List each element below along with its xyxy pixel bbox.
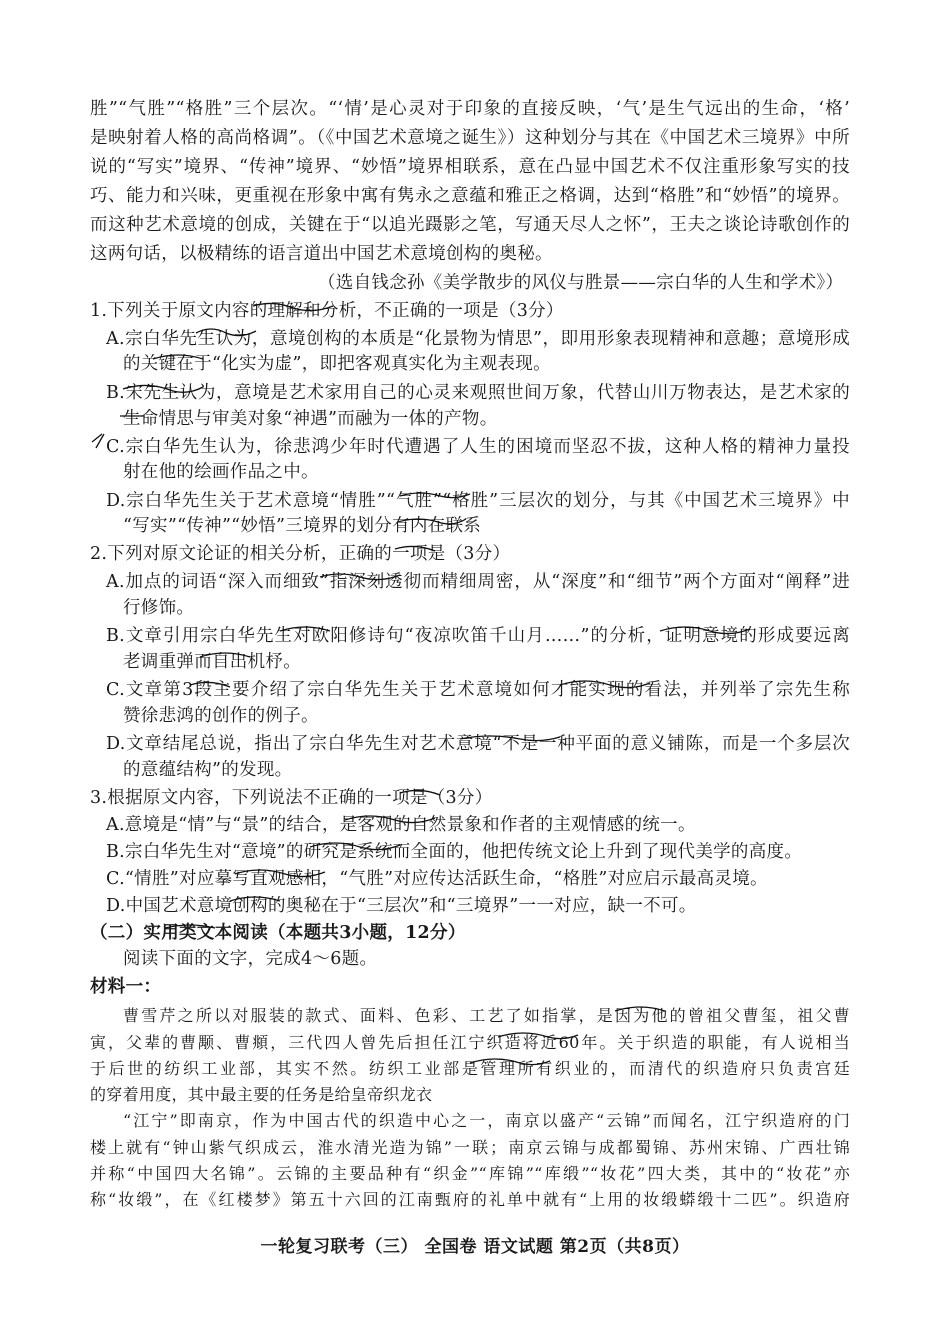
q2-option-c: C.文章第3段主要介绍了宗白华先生关于艺术意境如何才能实现的看法，并列举了宗先生称	[106, 680, 850, 700]
q1-option-a: A.宗白华先生认为，意境创构的本质是“化景物为情思”，即用形象表现精神和意趣；意境形成	[106, 329, 850, 349]
section-instruction: 阅读下面的文字，完成4～6题。	[123, 949, 378, 969]
q1-option-d: D.宗白华先生关于艺术意境“情胜”“气胜”“格胜”三层次的划分，与其《中国艺术三境界》中	[106, 491, 850, 511]
q2-option-a: A.加点的词语“深入而细致”指深刻透彻而精细周密，从“深度”和“细节”两个方面对“阐释”进	[106, 572, 850, 592]
passage-line: 说的“写实”境界、“传神”境界、“妙悟”境界相联系，意在凸显中国艺术不仅注重形象写实的技	[90, 157, 850, 177]
passage-line: 而这种艺术意境的创成，关键在于“以追光蹑影之笔，写通天尽人之怀”，王夫之谈论诗歌创作的	[90, 215, 850, 235]
q3-option-c: C.“情胜”对应摹写直观感相，“气胜”对应传达活跃生命，“格胜”对应启示最高灵境。	[106, 869, 768, 889]
q2-option-b: B.文章引用宗白华先生对欧阳修诗句“夜凉吹笛千山月……”的分析，证明意境的形成要远离	[106, 626, 850, 646]
material-line: 楼上就有“钟山紫气织成云，淮水清光造为锦”一联；南京云锦与成都蜀锦、苏州宋锦、广西壮锦	[90, 1138, 850, 1157]
q1-option-c: C.宗白华先生认为，徐悲鸿少年时代遭遇了人生的困境而坚忍不拔，这种人格的精神力量投	[106, 437, 850, 457]
question-2-stem: 2.下列对原文论证的相关分析，正确的一项是（3分）	[90, 544, 511, 564]
passage-line: 胜”“气胜”“格胜”三个层次。“‘情’是心灵对于印象的直接反映，‘气’是生气远出的生命，‘格’	[90, 99, 850, 119]
question-1-stem: 1.下列关于原文内容的理解和分析，不正确的一项是（3分）	[90, 301, 564, 321]
material-label: 材料一：	[90, 977, 162, 997]
q2-option-b-cont: 老调重弹而自出机杼。	[123, 652, 301, 672]
q1-option-b-cont: 生命情思与审美对象“神遇”而融为一体的产物。	[123, 409, 498, 429]
question-3-stem: 3.根据原文内容，下列说法不正确的一项是（3分）	[90, 788, 493, 808]
q1-option-c-cont: 射在他的绘画作品之中。	[123, 462, 319, 482]
passage-line: 这两句话，以极精练的语言道出中国艺术意境创构的奥秘。	[90, 244, 553, 264]
material-line: 的穿着用度，其中最主要的任务是给皇帝织龙衣	[90, 1085, 433, 1104]
material-line: 并称“中国四大名锦”。云锦的主要品种有“织金”“库锦”“库缎”“妆花”四大类，其中的“妆花”亦	[90, 1164, 850, 1183]
q3-option-d: D.中国艺术意境创构的奥秘在于“三层次”和“三境界”一一对应，缺一不可。	[106, 896, 697, 916]
section-heading: （二）实用类文本阅读（本题共3小题，12分）	[90, 923, 466, 943]
q3-option-b: B.宗白华先生对“意境”的研究是系统而全面的，他把传统文论上升到了现代美学的高度。	[106, 842, 803, 862]
material-line: 于后世的纺织工业部，其实不然。纺织工业部是管理所有织业的，而清代的织造府只负责宫廷	[90, 1059, 850, 1078]
q1-option-b: B.宋先生认为，意境是艺术家用自己的心灵来观照世间万象，代替山川万物表达，是艺术家的	[106, 383, 850, 403]
material-line: 寅，父辈的曹颙、曹頫，三代四人曾先后担任江宁织造将近60年。关于织造的职能，有人说相当	[90, 1033, 850, 1052]
pen-stroke	[92, 434, 104, 448]
q3-option-a: A.意境是“情”与“景”的结合，是客观的自然景象和作者的主观情感的统一。	[106, 815, 696, 835]
passage-line: 是映射着人格的高尚格调”。（《中国艺术意境之诞生》）这种划分与其在《中国艺术三境界》中所	[90, 128, 850, 148]
material-line: “江宁”即南京，作为中国古代的织造中心之一，南京以盛产“云锦”而闻名，江宁织造府的门	[123, 1111, 850, 1130]
q2-option-d: D.文章结尾总说，指出了宗白华先生对艺术意境“不是一种平面的意义铺陈，而是一个多层次	[106, 734, 850, 754]
q1-option-d-cont: “写实”“传神”“妙悟”三境界的划分有内在联系	[123, 516, 482, 536]
q2-option-d-cont: 的意蕴结构”的发现。	[123, 760, 293, 780]
material-line: 称“妆缎”，在《红楼梦》第五十六回的江南甄府的礼单中就有“上用的妆缎蟒缎十二匹”。织造府	[90, 1190, 850, 1209]
source-citation: （选自钱念孙《美学散步的风仪与胜景——宗白华的人生和学术》）	[318, 273, 844, 293]
q1-option-a-cont: 的关键在于“化实为虚”，即把客观真实化为主观表现。	[123, 354, 551, 374]
q2-option-a-cont: 行修饰。	[123, 598, 195, 618]
page-footer: 一轮复习联考（三） 全国卷 语文试题 第2页（共8页）	[260, 1237, 690, 1257]
passage-line: 巧、能力和兴味，更重视在形象中寓有隽永之意蕴和雅正之格调，达到“格胜”和“妙悟”的境界。	[90, 186, 850, 206]
material-line: 曹雪芹之所以对服装的款式、面料、色彩、工艺了如指掌，是因为他的曾祖父曹玺，祖父曹	[123, 1006, 850, 1025]
q2-option-c-cont: 赞徐悲鸿的创作的例子。	[123, 706, 319, 726]
